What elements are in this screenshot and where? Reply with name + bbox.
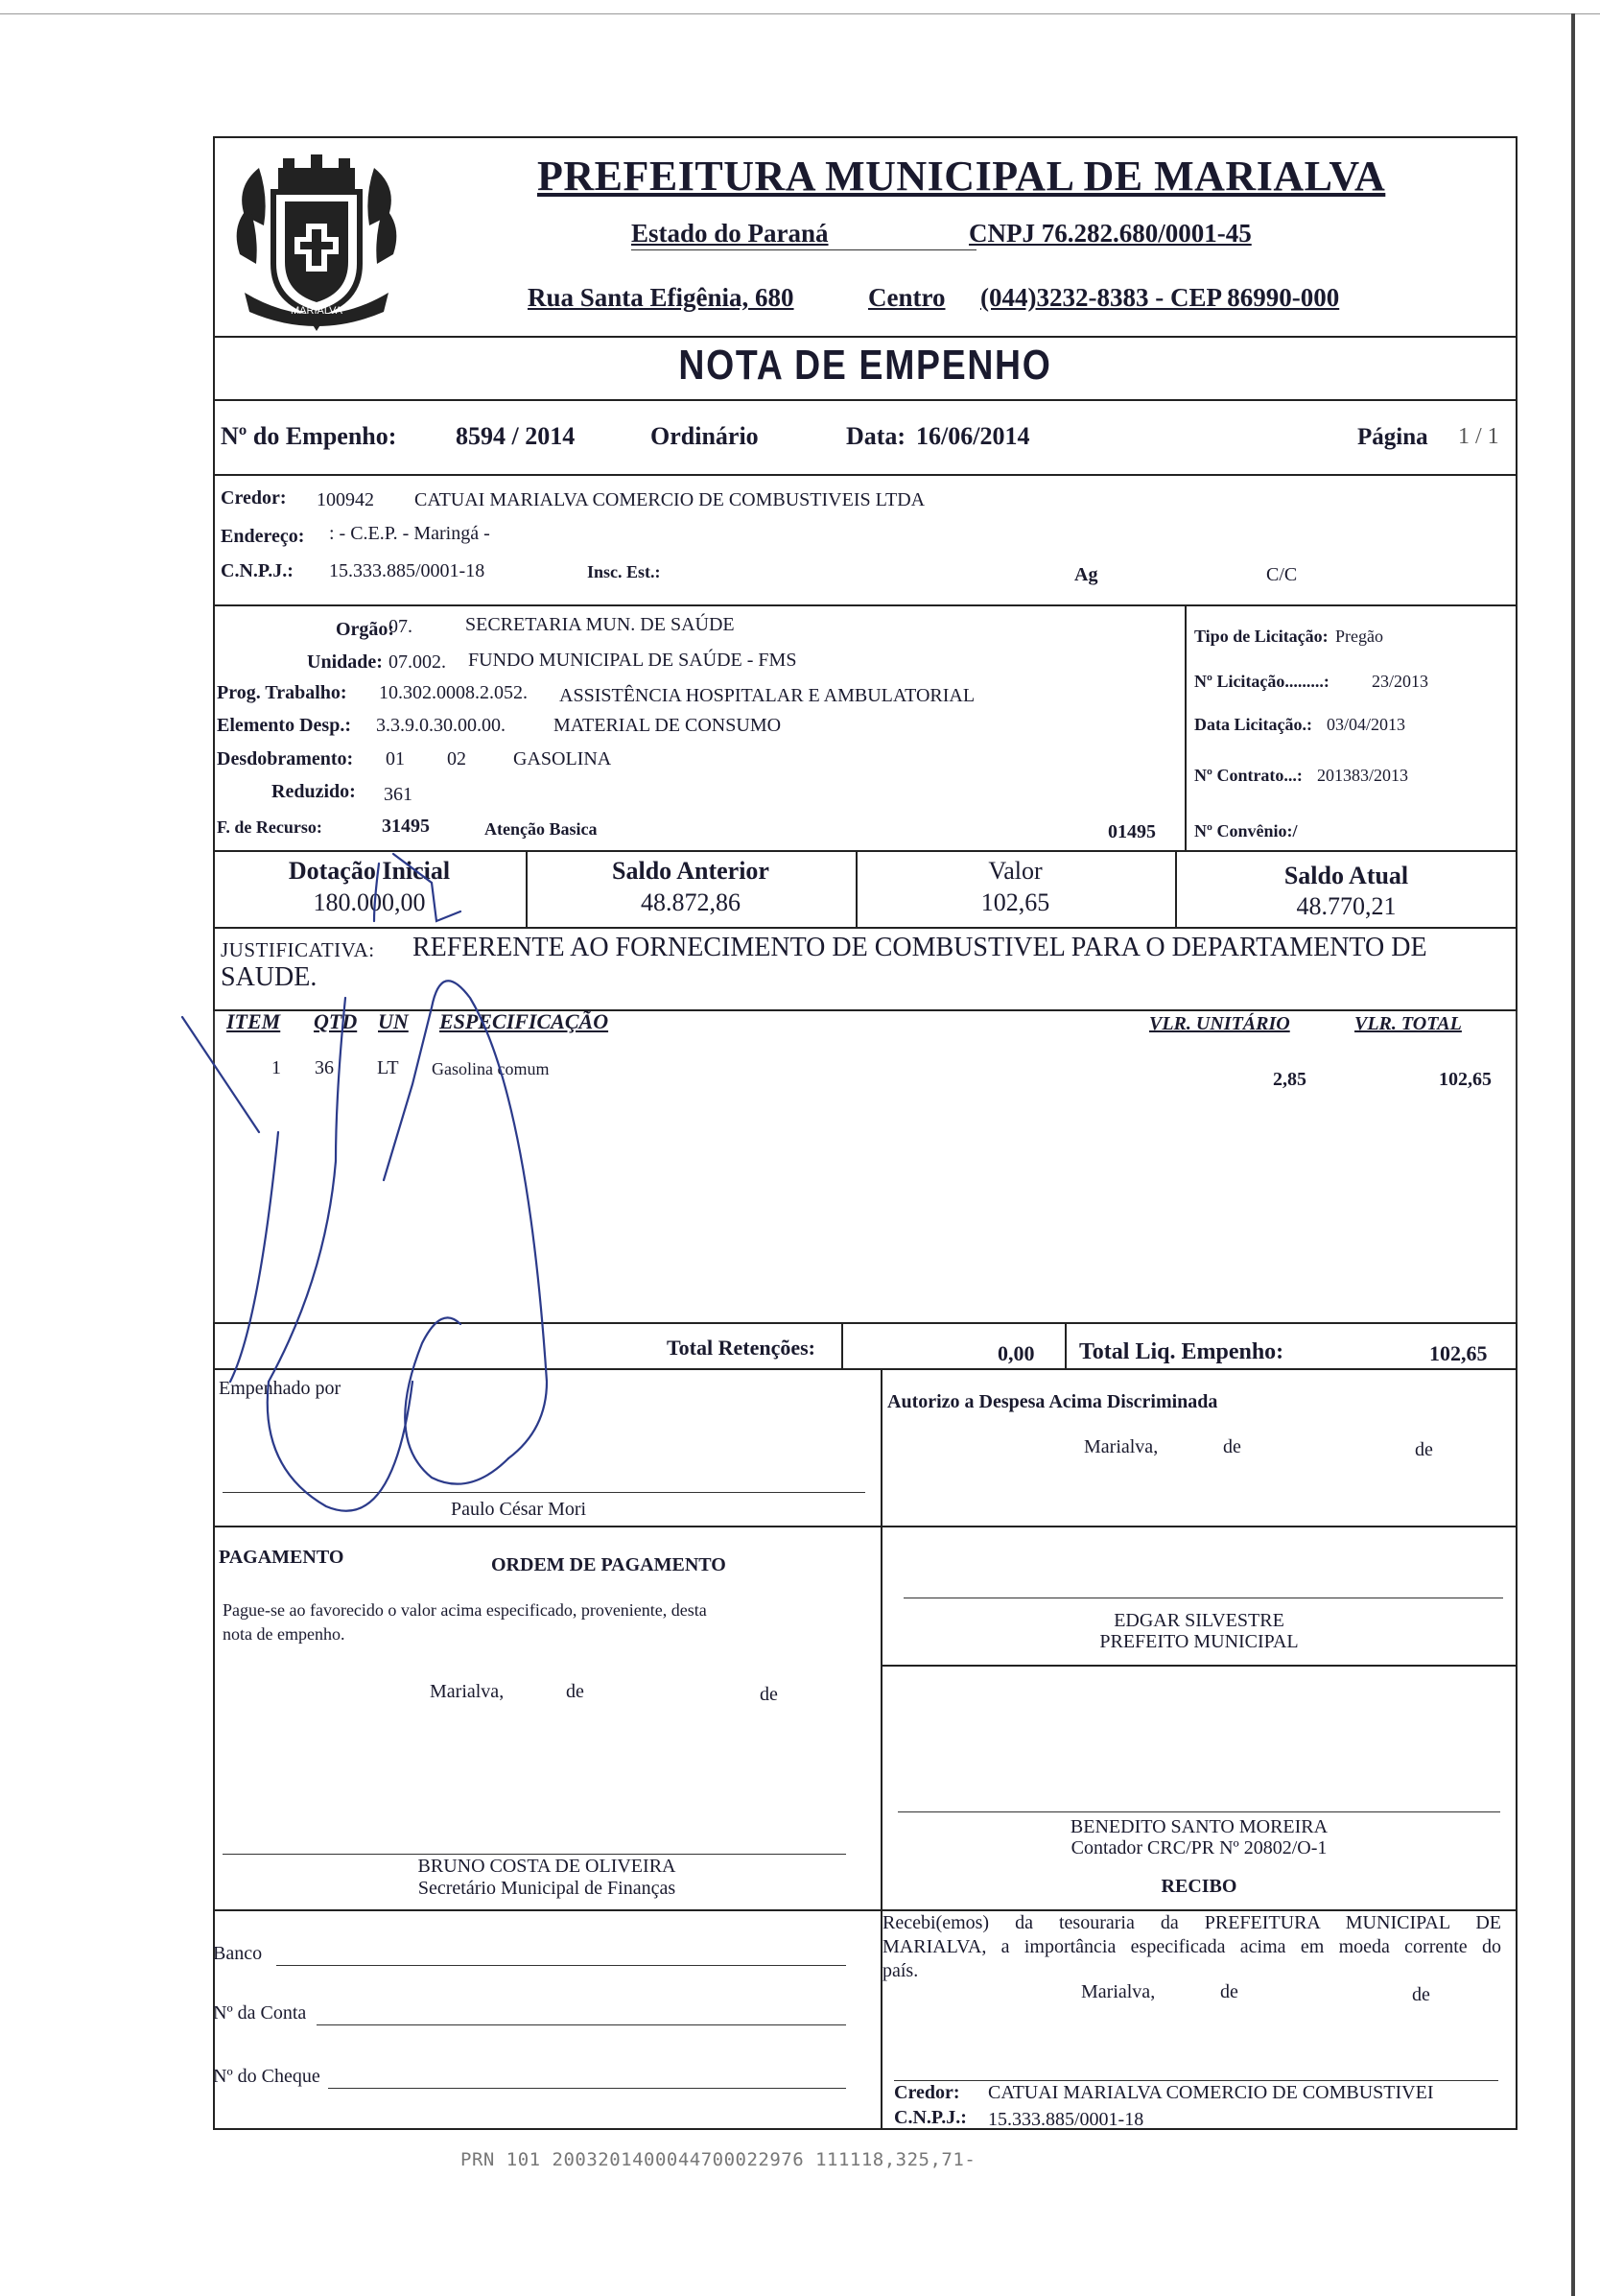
unidade-label: Unidade: (307, 651, 383, 673)
pagamento-local: Marialva, (430, 1681, 505, 1702)
licitacao-numero: 23/2013 (1372, 672, 1429, 691)
unidade-name: FUNDO MUNICIPAL DE SAÚDE - FMS (468, 650, 797, 671)
autorizo-de-1: de (1223, 1436, 1241, 1457)
credor-code: 100942 (317, 489, 374, 510)
valor-value: 102,65 (980, 888, 1050, 916)
item-number: 1 (271, 1057, 281, 1078)
item-unit-value: 2,85 (1273, 1069, 1306, 1090)
recurso-code: 31495 (382, 816, 430, 837)
empenho-number-label: Nº do Empenho: (221, 422, 397, 450)
licitacao-tipo: Pregão (1335, 627, 1383, 646)
orgao-label: Orgão: (336, 619, 395, 640)
orgao-code: 07. (388, 616, 412, 637)
empenho-number: 8594 / 2014 (456, 422, 576, 450)
contador-signature-line (898, 1811, 1500, 1812)
empenhado-label: Empenhado por (219, 1378, 341, 1399)
prog-label: Prog. Trabalho: (217, 682, 347, 703)
liquido-value: 102,65 (1429, 1341, 1488, 1365)
desdobramento-name: GASOLINA (513, 748, 612, 769)
coat-of-arms-logo (225, 149, 408, 331)
header-state-rule (631, 249, 976, 250)
elemento-label: Elemento Desp.: (217, 715, 351, 736)
licitacao-data-label: Data Licitação.: (1194, 715, 1312, 734)
item-un: LT (377, 1057, 399, 1078)
header-state: Estado do Paraná (631, 219, 829, 248)
autorizo-local: Marialva, (1084, 1436, 1159, 1457)
licitacao-data: 03/04/2013 (1327, 715, 1406, 734)
licitacao-tipo-label: Tipo de Licitação: (1194, 627, 1329, 646)
credor-cnpj: 15.333.885/0001-18 (329, 560, 485, 581)
pagamento-right-rule-2 (881, 1909, 1518, 1911)
items-header-un: UN (378, 1009, 409, 1033)
prefeito-cargo: PREFEITO MUNICIPAL (1099, 1631, 1299, 1652)
pagamento-de-1: de (566, 1681, 584, 1702)
totais-divider-1 (841, 1322, 843, 1370)
saldo-atual-value: 48.770,21 (1296, 892, 1397, 920)
ag-label: Ag (1074, 564, 1098, 585)
item-total-value: 102,65 (1439, 1069, 1492, 1090)
elemento-code: 3.3.9.0.30.00.00. (376, 715, 506, 736)
ordem-pagamento-label: ORDEM DE PAGAMENTO (491, 1554, 726, 1575)
item-qtd: 36 (315, 1057, 334, 1078)
credor-cnpj-label: C.N.P.J.: (221, 560, 294, 581)
desdobramento-label: Desdobramento: (217, 748, 354, 769)
contrato-value: 201383/2013 (1317, 766, 1409, 785)
credor-label: Credor: (221, 487, 287, 509)
empenhado-nome: Paulo César Mori (451, 1499, 587, 1520)
recibo-signature-line (894, 2080, 1498, 2081)
insc-est-label: Insc. Est.: (587, 562, 661, 581)
pagamento-right-rule-1 (881, 1665, 1518, 1667)
cc-label: C/C (1266, 564, 1298, 585)
items-header-spec: ESPECIFICAÇÃO (439, 1009, 609, 1033)
recibo-cnpj-label: C.N.P.J.: (894, 2107, 967, 2128)
retencoes-label: Total Retenções: (667, 1336, 815, 1360)
page-number: 1 / 1 (1458, 424, 1499, 449)
endereco-label: Endereço: (221, 526, 305, 547)
secretario-signature-line (223, 1854, 846, 1855)
saldo-anterior-label: Saldo Anterior (612, 857, 769, 885)
scan-edge-right (1571, 13, 1575, 2296)
reduzido-value: 361 (384, 784, 412, 805)
totais-divider-2 (1065, 1322, 1067, 1370)
recibo-credor-label: Credor: (894, 2082, 960, 2103)
convenio-label: Nº Convênio:/ (1194, 821, 1298, 840)
endereco-value: : - C.E.P. - Maringá - (329, 523, 490, 544)
saldo-atual-label: Saldo Atual (1283, 862, 1409, 889)
recibo-texto-2: MARIALVA, a importância especificada acima em moeda corrente do (882, 1936, 1501, 1957)
cheque-line (328, 2088, 846, 2089)
recurso-ref: 01495 (1108, 821, 1156, 842)
contrato-label: Nº Contrato...: (1194, 766, 1303, 785)
header-title: PREFEITURA MUNICIPAL DE MARIALVA (537, 153, 1386, 200)
dotacao-label: Dotação Inicial (288, 857, 451, 885)
handwritten-signature (144, 844, 643, 1535)
contador-nome: BENEDITO SANTO MOREIRA (1070, 1816, 1329, 1837)
valor-label: Valor (988, 857, 1043, 885)
recibo-credor: CATUAI MARIALVA COMERCIO DE COMBUSTIVEI (988, 2082, 1434, 2103)
recibo-texto-1: Recebi(emos) da tesouraria da PREFEITURA MUNICIPAL DE (882, 1912, 1501, 1933)
items-header-qtd: QTD (314, 1009, 358, 1033)
banco-line (276, 1965, 846, 1966)
liquido-label: Total Liq. Empenho: (1079, 1339, 1284, 1364)
svg-text:MARIALVA: MARIALVA (291, 305, 342, 317)
justificativa-text-1: REFERENTE AO FORNECIMENTO DE COMBUSTIVEL PARA O DEPARTAMENTO DE (412, 933, 1427, 962)
credor-name: CATUAI MARIALVA COMERCIO DE COMBUSTIVEIS LTDA (414, 489, 926, 510)
item-spec: Gasolina comum (432, 1059, 550, 1078)
prefeito-nome: EDGAR SILVESTRE (1114, 1610, 1284, 1631)
scan-edge-top (0, 13, 1600, 14)
pagamento-label: PAGAMENTO (219, 1547, 344, 1568)
justificativa-label: JUSTIFICATIVA: (221, 938, 375, 961)
recibo-cnpj: 15.333.885/0001-18 (988, 2109, 1144, 2130)
banco-label: Banco (213, 1943, 263, 1964)
prog-code: 10.302.0008.2.052. (379, 682, 528, 703)
classificacao-divider (1185, 604, 1187, 852)
footer-code: PRN 101 2003201400044700022976 111118,325,71- (460, 2149, 976, 2170)
retencoes-value: 0,00 (998, 1341, 1035, 1365)
unidade-code: 07.002. (388, 651, 446, 673)
saldo-anterior-value: 48.872,86 (641, 888, 741, 916)
recurso-label: F. de Recurso: (217, 817, 322, 837)
autorizo-de-2: de (1415, 1439, 1433, 1460)
desdobramento-b: 02 (447, 748, 466, 769)
pagamento-left-rule-1 (213, 1909, 881, 1911)
empenho-type: Ordinário (650, 422, 759, 450)
recibo-label: RECIBO (1161, 1876, 1237, 1897)
conta-label: Nº da Conta (213, 2002, 307, 2024)
recibo-de-1: de (1220, 1981, 1238, 2002)
empenho-date-label: Data: (846, 422, 906, 450)
pagamento-texto-2: nota de empenho. (223, 1624, 345, 1644)
justificativa-text-2: SAUDE. (221, 962, 318, 992)
recurso-name: Atenção Basica (484, 819, 598, 839)
contador-cargo: Contador CRC/PR Nº 20802/O-1 (1071, 1837, 1328, 1858)
header-address: Rua Santa Efigênia, 680 (528, 283, 794, 312)
prog-name: ASSISTÊNCIA HOSPITALAR E AMBULATORIAL (559, 685, 976, 706)
assinaturas-divider (881, 1368, 882, 1527)
doc-title: NOTA DE EMPENHO (678, 342, 1052, 389)
orgao-name: SECRETARIA MUN. DE SAÚDE (465, 614, 735, 635)
desdobramento-a: 01 (386, 748, 405, 769)
header-cnpj: CNPJ 76.282.680/0001-45 (969, 219, 1252, 248)
recibo-texto-3: país. (882, 1960, 919, 1981)
recibo-local: Marialva, (1081, 1981, 1156, 2002)
licitacao-numero-label: Nº Licitação.........: (1194, 672, 1329, 691)
recibo-de-2: de (1412, 1984, 1430, 2005)
reduzido-label: Reduzido: (271, 781, 356, 802)
dotacao-value: 180.000,00 (313, 888, 426, 916)
pagamento-de-2: de (760, 1684, 778, 1705)
secretario-cargo: Secretário Municipal de Finanças (417, 1878, 676, 1899)
header-phone-cep: (044)3232-8383 - CEP 86990-000 (980, 283, 1340, 312)
pagamento-texto-1: Pague-se ao favorecido o valor acima especificado, proveniente, desta (223, 1600, 707, 1620)
header-district: Centro (868, 283, 946, 312)
conta-line (317, 2024, 846, 2025)
items-header-total: VLR. TOTAL (1354, 1013, 1462, 1034)
items-header-unit: VLR. UNITÁRIO (1149, 1013, 1290, 1034)
cheque-label: Nº do Cheque (213, 2066, 320, 2087)
elemento-name: MATERIAL DE CONSUMO (553, 715, 782, 736)
page-label: Página (1357, 424, 1428, 450)
empenho-date: 16/06/2014 (916, 422, 1030, 450)
secretario-nome: BRUNO COSTA DE OLIVEIRA (417, 1856, 676, 1877)
items-header-item: ITEM (226, 1009, 281, 1033)
autorizo-label: Autorizo a Despesa Acima Discriminada (887, 1391, 1218, 1412)
